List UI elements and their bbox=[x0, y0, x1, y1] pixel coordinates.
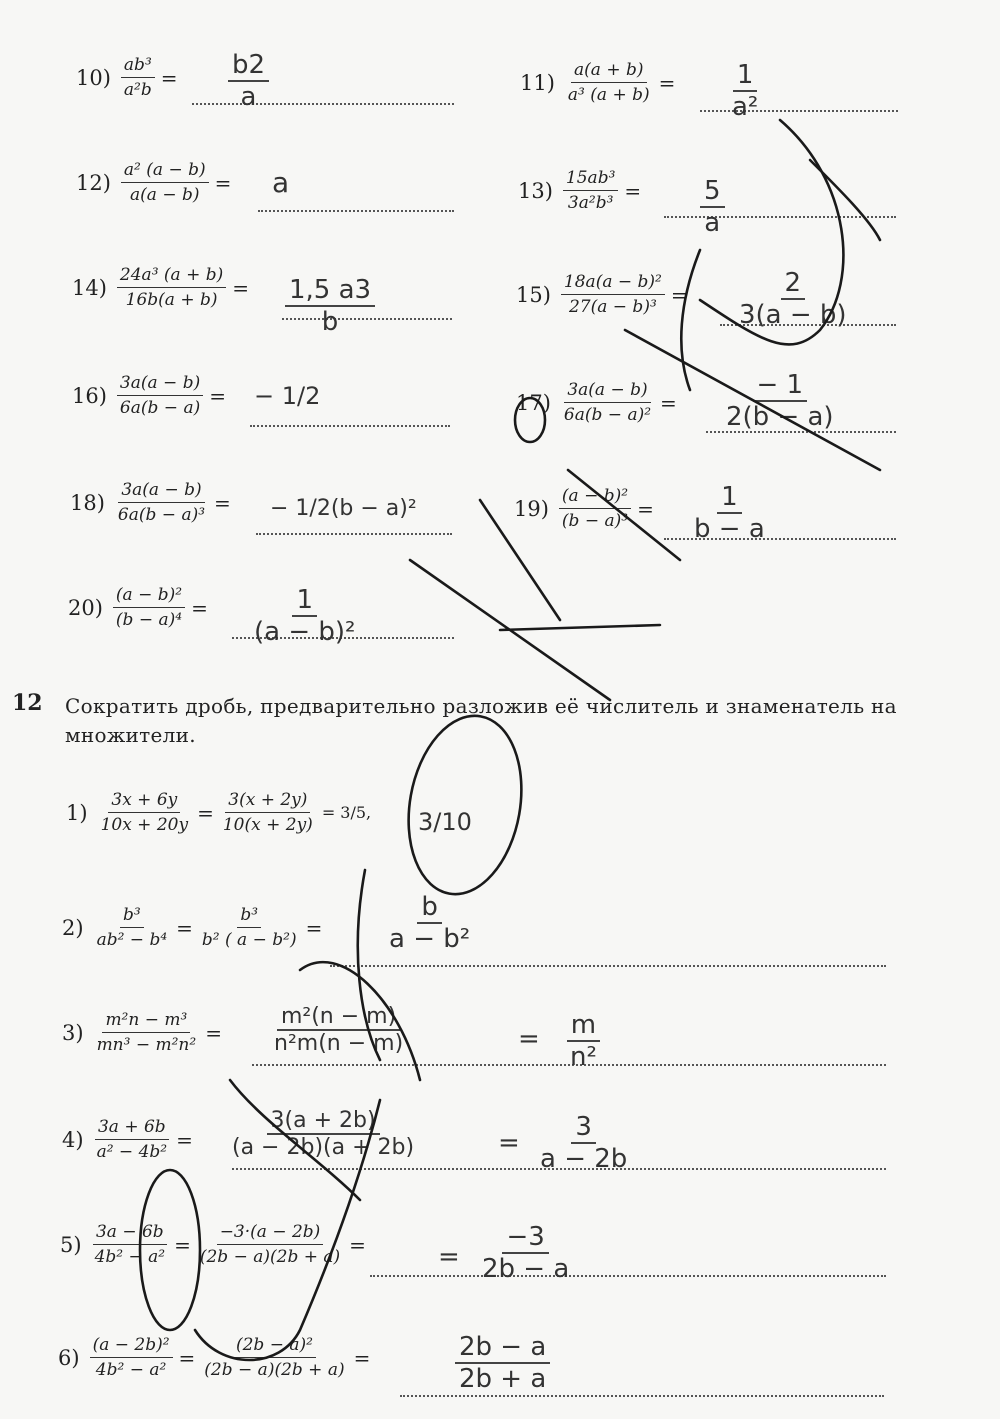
problem-18: 18) $\frac{3a(a - b)}{\text{6a(b − a)³}}$ = bbox=[70, 480, 231, 525]
equals-sign: = bbox=[438, 1242, 460, 1272]
problem-number: 2) bbox=[62, 915, 84, 940]
handwritten-answer: a bbox=[272, 166, 290, 199]
problem-number: 6) bbox=[58, 1345, 80, 1370]
problem-number: 11) bbox=[520, 70, 555, 95]
handwritten-answer bbox=[285, 275, 375, 337]
problem-fraction bbox=[117, 373, 203, 418]
problem-number: 10) bbox=[76, 65, 111, 90]
problem-fraction bbox=[92, 1222, 169, 1267]
problem-number: 16) bbox=[72, 383, 107, 408]
problem-number: 19) bbox=[514, 496, 549, 521]
printed-result: = 3/5, bbox=[321, 803, 372, 822]
problem-11: 11) $\frac{a(a + b)}{\text{a³ (a + b)}}$ = bbox=[520, 60, 676, 105]
fraction-denominator: 6a(b − a) bbox=[119, 398, 201, 418]
fraction-numerator: 15ab³ bbox=[563, 168, 618, 191]
fraction-numerator: 3a + 6b bbox=[95, 1117, 169, 1140]
answer-denominator: 2b − a bbox=[482, 1254, 570, 1284]
task12-problem-2: 2) $\frac{\text{b³}}{\text{ab² − b⁴}}$ = $\frac{\text{b³}}{\text{b² ( a − b²)}}$ = bbox=[62, 905, 323, 950]
answer-denominator: b − a bbox=[694, 514, 765, 544]
problem-number: 3) bbox=[62, 1020, 84, 1045]
step-numerator: 3(a + 2b) bbox=[267, 1108, 380, 1135]
answer-denominator: (a − b)² bbox=[254, 617, 356, 647]
handwritten-answer bbox=[478, 1222, 573, 1284]
problem-number: 5) bbox=[60, 1232, 82, 1257]
fraction-denominator: (b − a)³ bbox=[561, 511, 629, 531]
problem-10: 10) $\frac{\text{ab³}}{\text{a²b}}$ = bbox=[76, 55, 178, 100]
fraction-denominator: a³ (a + b) bbox=[567, 85, 650, 105]
task12-problem-4: 4) $\frac{3a + 6b}{\text{a² − 4b²}}$ = bbox=[62, 1117, 193, 1162]
problem-number: 18) bbox=[70, 490, 105, 515]
answer-denominator: a bbox=[240, 82, 257, 112]
answer-denominator: 3(a − b) bbox=[739, 300, 847, 330]
problem-16: 16) $\frac{3a(a - b)}{6a(b - a)}$ = bbox=[72, 373, 226, 418]
answer-numerator: 2b − a bbox=[455, 1332, 550, 1364]
problem-number: 15) bbox=[516, 282, 551, 307]
problem-fraction bbox=[121, 160, 209, 205]
answer-denominator: a² bbox=[732, 92, 759, 122]
handwritten-answer bbox=[735, 268, 851, 330]
step-numerator: m²(n − m) bbox=[277, 1004, 400, 1031]
step-denominator: (a − 2b)(a + 2b) bbox=[232, 1135, 415, 1160]
step-fraction bbox=[197, 1222, 343, 1267]
step-denominator: (2b − a)(2b + a) bbox=[204, 1360, 345, 1380]
handwritten-answer bbox=[700, 176, 725, 238]
fraction-numerator: 3a(a − b) bbox=[117, 373, 203, 396]
equals-sign: = bbox=[518, 1024, 540, 1054]
problem-number: 14) bbox=[72, 275, 107, 300]
answer-denominator: 2(b − a) bbox=[726, 402, 834, 432]
handwritten-answer bbox=[722, 370, 838, 432]
equals-sign: = bbox=[498, 1128, 520, 1158]
fraction-numerator: ab³ bbox=[121, 55, 155, 78]
step-numerator: −3·(a − 2b) bbox=[217, 1222, 324, 1245]
step-fraction bbox=[199, 905, 300, 950]
fraction-numerator: 3a − 6b bbox=[93, 1222, 167, 1245]
task12-problem-1: 1) $\frac{3x + 6y}{10x + 20y}$ = $\frac{3(x + 2y)}{10(x + 2y)}$ = 3/5, bbox=[66, 790, 372, 835]
task12-problem-3: 3) $\frac{\text{m²n − m³}}{\text{mn³ − m²n²}}$ = bbox=[62, 1010, 222, 1055]
problem-number: 17) bbox=[516, 390, 551, 415]
handwritten-answer bbox=[228, 50, 269, 112]
problem-14: 14) $\frac{\text{24a³ (a + b)}}{16b(a + b)}$ = bbox=[72, 265, 250, 310]
fraction-denominator: a²b bbox=[123, 80, 152, 100]
fraction-numerator: a(a + b) bbox=[571, 60, 646, 83]
fraction-numerator: a² (a − b) bbox=[121, 160, 209, 183]
fraction-denominator: 4b² − a² bbox=[94, 1247, 166, 1267]
answer-denominator: a − 2b bbox=[540, 1144, 628, 1174]
fraction-numerator: 24a³ (a + b) bbox=[117, 265, 226, 288]
answer-numerator: −3 bbox=[502, 1222, 548, 1254]
problem-number: 12) bbox=[76, 170, 111, 195]
task-instructions: Сократить дробь, предварительно разложив её числитель и знаменатель на множители. bbox=[65, 694, 897, 747]
problem-fraction bbox=[113, 585, 185, 630]
answer-numerator: − 1 bbox=[753, 370, 808, 402]
handwritten-answer: − 1/2(b − a)² bbox=[270, 496, 417, 521]
answer-denominator: 2b + a bbox=[459, 1364, 547, 1394]
step-denominator: 10(x + 2y) bbox=[222, 815, 313, 835]
problem-19: 19) $\frac{\text{(a − b)²}}{\text{(b − a)³}}$ = bbox=[514, 486, 654, 531]
fraction-denominator: 6a(b − a)² bbox=[563, 405, 652, 425]
handwritten-answer: − 1/2 bbox=[254, 382, 321, 410]
fraction-numerator: (a − b)² bbox=[559, 486, 631, 509]
answer-denominator: a − b² bbox=[389, 924, 471, 954]
fraction-denominator: (b − a)⁴ bbox=[115, 610, 183, 630]
handwritten-answer bbox=[690, 482, 769, 544]
problem-fraction bbox=[565, 60, 653, 105]
step-fraction bbox=[220, 790, 316, 835]
answer-numerator: m bbox=[567, 1010, 600, 1042]
handwritten-answer bbox=[250, 585, 359, 647]
fraction-numerator: b³ bbox=[120, 905, 144, 928]
problem-number: 4) bbox=[62, 1127, 84, 1152]
scribble-stroke bbox=[681, 250, 700, 390]
fraction-denominator: 16b(a + b) bbox=[125, 290, 218, 310]
problem-17: 17) $\frac{3a(a - b)}{\text{6a(b − a)²}}$ = bbox=[516, 380, 677, 425]
fraction-numerator: 18a(a − b)² bbox=[561, 272, 665, 295]
problem-fraction bbox=[94, 1117, 171, 1162]
answer-numerator: 1 bbox=[733, 60, 758, 92]
fraction-denominator: a² − 4b² bbox=[96, 1142, 168, 1162]
answer-numerator: b2 bbox=[228, 50, 269, 82]
handwritten-answer bbox=[566, 1010, 601, 1072]
step-fraction-handwritten bbox=[228, 1108, 418, 1160]
scribble-stroke bbox=[410, 560, 610, 700]
fraction-numerator: 3a(a − b) bbox=[118, 480, 204, 503]
problem-20: 20) $\frac{\text{(a − b)²}}{\text{(b − a)⁴}}$ = bbox=[68, 585, 208, 630]
fraction-denominator: mn³ − m²n² bbox=[96, 1035, 197, 1055]
handwritten-answer bbox=[536, 1112, 631, 1174]
step-fraction-handwritten bbox=[270, 1004, 407, 1056]
answer-numerator: 1,5 a3 bbox=[285, 275, 375, 307]
fraction-numerator: 3x + 6y bbox=[108, 790, 180, 813]
step-denominator: (2b − a)(2b + a) bbox=[199, 1247, 341, 1267]
problem-number: 13) bbox=[518, 178, 553, 203]
answer-numerator: 3 bbox=[571, 1112, 596, 1144]
problem-fraction bbox=[561, 272, 665, 317]
handwritten-answer bbox=[455, 1332, 550, 1394]
step-fraction bbox=[201, 1335, 347, 1380]
problem-fraction bbox=[559, 486, 631, 531]
fraction-denominator: 10x + 20y bbox=[100, 815, 189, 835]
problem-fraction bbox=[94, 1010, 200, 1055]
problem-fraction bbox=[117, 265, 226, 310]
fraction-denominator: 27(a − b)³ bbox=[568, 297, 657, 317]
handwritten-answer bbox=[385, 892, 474, 954]
task-number: 12 bbox=[12, 690, 43, 716]
answer-denominator: b bbox=[321, 307, 339, 337]
fraction-denominator: a(a − b) bbox=[130, 185, 200, 205]
task12-problem-5: 5) $\frac{3a - 6b}{\text{4b² − a²}}$ = $\frac{-3\cdot(a - 2b)}{(2b - a)(2b + a)}$ = bbox=[60, 1222, 366, 1267]
step-denominator: n²m(n − m) bbox=[274, 1031, 404, 1056]
problem-13: 13) $\frac{\text{15ab³}}{\text{3a²b³}}$ = bbox=[518, 168, 642, 213]
step-numerator: 3(x + 2y) bbox=[225, 790, 310, 813]
answer-numerator: 1 bbox=[292, 585, 317, 617]
fraction-denominator: ab² − b⁴ bbox=[96, 930, 168, 950]
problem-fraction bbox=[98, 790, 192, 835]
answer-numerator: b bbox=[417, 892, 442, 924]
step-numerator: b³ bbox=[237, 905, 261, 928]
problem-fraction bbox=[115, 480, 208, 525]
scribble-stroke bbox=[500, 625, 660, 630]
fraction-denominator: 6a(b − a)³ bbox=[117, 505, 206, 525]
problem-fraction bbox=[563, 168, 618, 213]
answer-numerator: 5 bbox=[700, 176, 725, 208]
answer-denominator: a bbox=[704, 208, 721, 238]
answer-numerator: 2 bbox=[781, 268, 806, 300]
problem-15: 15) $\frac{\text{18a(a − b)²}}{\text{27(a − b)³}}$ = bbox=[516, 272, 688, 317]
step-denominator: b² ( a − b²) bbox=[201, 930, 297, 950]
handwritten-answer: 3/10 bbox=[418, 808, 472, 836]
fraction-numerator: 3a(a − b) bbox=[564, 380, 650, 403]
fraction-numerator: (a − 2b)² bbox=[90, 1335, 173, 1358]
step-numerator: (2b − a)² bbox=[233, 1335, 316, 1358]
problem-fraction bbox=[90, 1335, 173, 1380]
problem-number: 1) bbox=[66, 800, 88, 825]
answer-numerator: 1 bbox=[717, 482, 742, 514]
problem-number: 20) bbox=[68, 595, 103, 620]
handwritten-answer bbox=[728, 60, 762, 122]
problem-fraction bbox=[121, 55, 155, 100]
problem-fraction bbox=[94, 905, 171, 950]
fraction-denominator: 3a²b³ bbox=[567, 193, 614, 213]
task12-problem-6: 6) $\frac{\text{(a − 2b)²}}{\text{4b² − a²}}$ = $\frac{\text{(2b − a)²}}{(2b - a)(2b + a)}$ = bbox=[58, 1335, 371, 1380]
problem-fraction bbox=[561, 380, 654, 425]
fraction-numerator: m²n − m³ bbox=[102, 1010, 190, 1033]
fraction-denominator: 4b² − a² bbox=[95, 1360, 167, 1380]
fraction-numerator: (a − b)² bbox=[113, 585, 185, 608]
scribble-stroke bbox=[810, 160, 880, 240]
problem-12: 12) $\frac{\text{a² (a − b)}}{a(a - b)}$ = bbox=[76, 160, 232, 205]
answer-denominator: n² bbox=[570, 1042, 597, 1072]
